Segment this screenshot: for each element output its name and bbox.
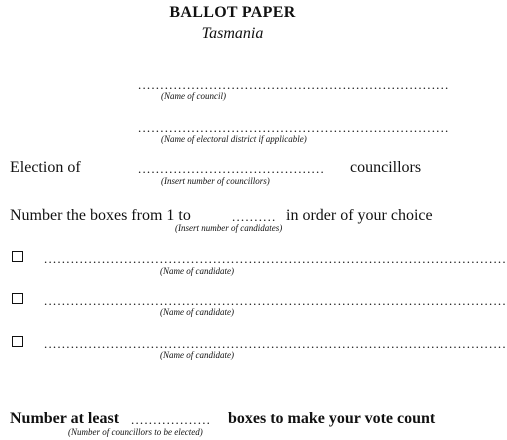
candidate-3-name-field[interactable]: ........................................................................................................	[44, 336, 507, 351]
candidate-1-name-field[interactable]: ........................................................................................................	[44, 251, 507, 266]
candidate-2-name-field[interactable]: ........................................................................................................	[44, 293, 507, 308]
vote-count-field[interactable]: ..................	[131, 412, 212, 427]
footer-prefix: Number at least	[10, 410, 120, 427]
vote-count-hint: (Number of councillors to be elected)	[68, 427, 203, 437]
councillors-label: councillors	[350, 159, 422, 176]
ballot-title: BALLOT PAPER	[169, 4, 296, 21]
candidate-count-hint: (Insert number of candidates)	[175, 223, 283, 233]
candidate-2-checkbox[interactable]	[12, 293, 23, 304]
candidate-1-hint: (Name of candidate)	[160, 266, 234, 276]
footer-suffix: boxes to make your vote count	[228, 410, 436, 427]
district-name-hint: (Name of electoral district if applicable)	[161, 134, 307, 144]
candidate-1-checkbox[interactable]	[12, 251, 23, 262]
councillor-count-hint: (Insert number of councillors)	[161, 176, 270, 186]
council-name-hint: (Name of council)	[161, 91, 226, 101]
election-of-label: Election of	[10, 159, 81, 176]
candidate-2-hint: (Name of candidate)	[160, 307, 234, 317]
district-name-field[interactable]: ......................................................................	[138, 120, 450, 135]
ballot-subtitle: Tasmania	[201, 25, 264, 42]
instruction-suffix: in order of your choice	[286, 207, 433, 224]
councillor-count-field[interactable]: ..........................................	[138, 161, 325, 176]
council-name-field[interactable]: ......................................................................	[138, 77, 450, 92]
candidate-count-field[interactable]: ..........	[232, 209, 277, 224]
candidate-3-checkbox[interactable]	[12, 336, 23, 347]
instruction-prefix: Number the boxes from 1 to	[10, 207, 191, 224]
candidate-3-hint: (Name of candidate)	[160, 350, 234, 360]
